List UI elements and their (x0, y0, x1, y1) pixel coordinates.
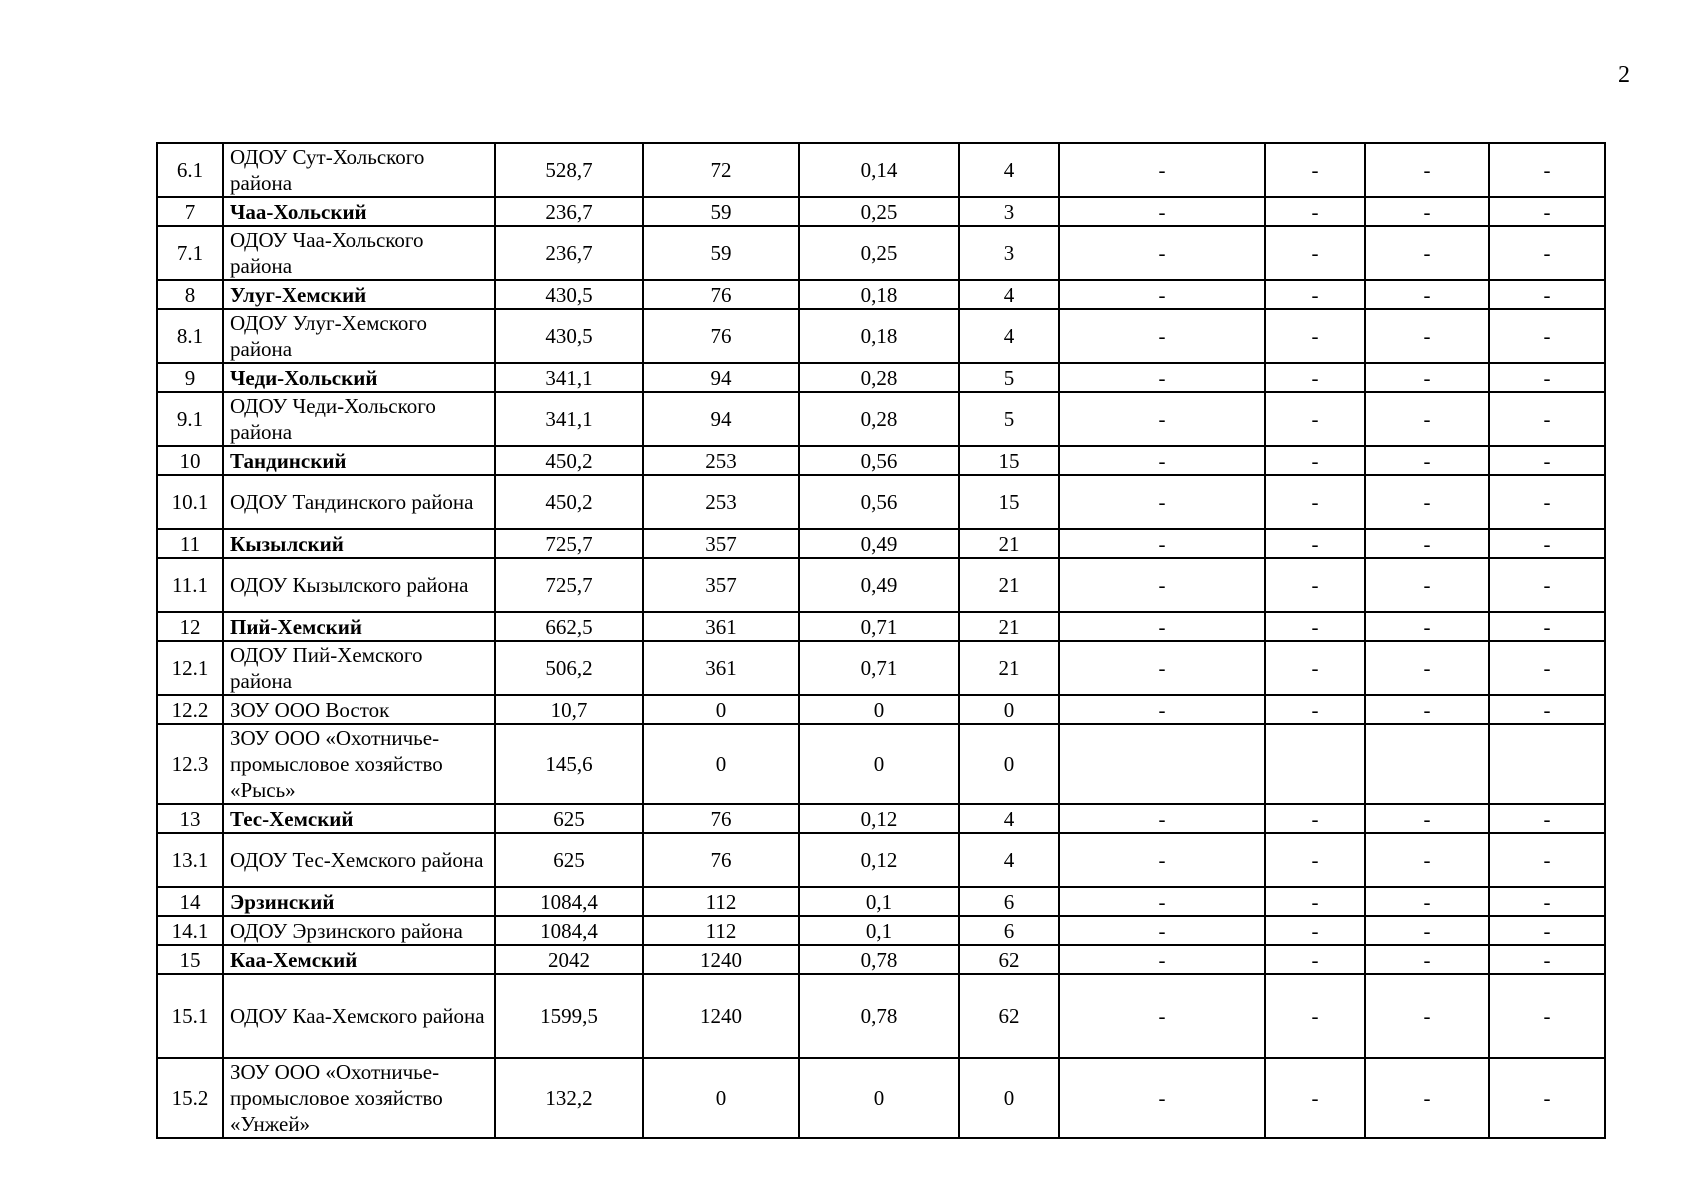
dash-cell: - (1489, 226, 1605, 280)
table-row (157, 695, 1605, 724)
dash-cell: - (1265, 612, 1365, 641)
table-row (157, 475, 1605, 529)
row-name: ЗОУ ООО «Охотничье-промысловое хозяйство «Унжей» (223, 1058, 495, 1138)
dash-cell: - (1365, 197, 1489, 226)
table-row (157, 143, 1605, 197)
row-number: 12.3 (157, 724, 223, 804)
value-1: 450,2 (495, 475, 643, 529)
dash-cell: - (1489, 197, 1605, 226)
value-1: 725,7 (495, 558, 643, 612)
table-row (157, 446, 1605, 475)
dash-cell: - (1365, 887, 1489, 916)
value-2: 94 (643, 363, 799, 392)
dash-cell: - (1059, 804, 1265, 833)
value-3: 0,12 (799, 804, 959, 833)
row-number: 10 (157, 446, 223, 475)
value-3: 0,78 (799, 945, 959, 974)
value-2: 94 (643, 392, 799, 446)
table-row (157, 226, 1605, 280)
value-3: 0,49 (799, 529, 959, 558)
value-4: 21 (959, 529, 1059, 558)
dash-cell: - (1365, 945, 1489, 974)
value-1: 625 (495, 833, 643, 887)
value-1: 450,2 (495, 446, 643, 475)
value-2: 361 (643, 612, 799, 641)
dash-cell: - (1365, 392, 1489, 446)
dash-cell: - (1365, 833, 1489, 887)
value-4: 15 (959, 446, 1059, 475)
dash-cell: - (1265, 392, 1365, 446)
row-name: ОДОУ Улуг-Хемского района (223, 309, 495, 363)
table-row (157, 612, 1605, 641)
row-name: ОДОУ Пий-Хемского района (223, 641, 495, 695)
table-row (157, 974, 1605, 1058)
dash-cell: - (1059, 916, 1265, 945)
table-row (157, 724, 1605, 804)
value-4: 15 (959, 475, 1059, 529)
row-name: Каа-Хемский (223, 945, 495, 974)
dash-cell: - (1265, 197, 1365, 226)
dash-cell: - (1059, 833, 1265, 887)
dash-cell: - (1059, 226, 1265, 280)
value-1: 725,7 (495, 529, 643, 558)
value-3: 0,71 (799, 612, 959, 641)
value-1: 506,2 (495, 641, 643, 695)
value-4: 3 (959, 197, 1059, 226)
value-4: 0 (959, 695, 1059, 724)
value-2: 0 (643, 695, 799, 724)
dash-cell: - (1059, 363, 1265, 392)
row-number: 12.2 (157, 695, 223, 724)
value-3: 0,56 (799, 446, 959, 475)
row-name: Тандинский (223, 446, 495, 475)
table-row (157, 392, 1605, 446)
value-1: 236,7 (495, 197, 643, 226)
row-name: Эрзинский (223, 887, 495, 916)
value-2: 357 (643, 558, 799, 612)
value-2: 59 (643, 226, 799, 280)
row-number: 13.1 (157, 833, 223, 887)
value-3: 0,1 (799, 887, 959, 916)
dash-cell: - (1489, 916, 1605, 945)
dash-cell: - (1365, 226, 1489, 280)
value-2: 76 (643, 280, 799, 309)
row-name: Кызылский (223, 529, 495, 558)
dash-cell: - (1365, 1058, 1489, 1138)
page-number: 2 (1618, 62, 1630, 88)
dash-cell: - (1489, 612, 1605, 641)
value-1: 528,7 (495, 143, 643, 197)
value-4: 21 (959, 558, 1059, 612)
value-4: 4 (959, 280, 1059, 309)
value-2: 1240 (643, 945, 799, 974)
value-4: 5 (959, 363, 1059, 392)
row-name: ОДОУ Чеди-Хольского района (223, 392, 495, 446)
dash-cell: - (1059, 309, 1265, 363)
row-number: 11.1 (157, 558, 223, 612)
dash-cell: - (1059, 612, 1265, 641)
dash-cell: - (1059, 529, 1265, 558)
dash-cell: - (1059, 143, 1265, 197)
value-1: 10,7 (495, 695, 643, 724)
dash-cell: - (1265, 226, 1365, 280)
dash-cell: - (1365, 612, 1489, 641)
value-2: 72 (643, 143, 799, 197)
value-1: 132,2 (495, 1058, 643, 1138)
row-number: 8.1 (157, 309, 223, 363)
value-4: 4 (959, 804, 1059, 833)
value-4: 5 (959, 392, 1059, 446)
data-table (156, 142, 1606, 1139)
value-1: 430,5 (495, 280, 643, 309)
row-name: ОДОУ Сут-Хольского района (223, 143, 495, 197)
value-1: 145,6 (495, 724, 643, 804)
dash-cell: - (1059, 392, 1265, 446)
dash-cell: - (1365, 446, 1489, 475)
dash-cell: - (1265, 558, 1365, 612)
value-1: 341,1 (495, 392, 643, 446)
row-name: ОДОУ Тандинского района (223, 475, 495, 529)
dash-cell: - (1489, 804, 1605, 833)
value-1: 1599,5 (495, 974, 643, 1058)
empty-cell (1365, 724, 1489, 804)
dash-cell: - (1365, 804, 1489, 833)
row-number: 7.1 (157, 226, 223, 280)
value-3: 0,18 (799, 280, 959, 309)
row-number: 13 (157, 804, 223, 833)
value-3: 0,25 (799, 226, 959, 280)
dash-cell: - (1265, 529, 1365, 558)
value-3: 0 (799, 724, 959, 804)
row-number: 9 (157, 363, 223, 392)
value-2: 0 (643, 1058, 799, 1138)
value-1: 1084,4 (495, 887, 643, 916)
table-row (157, 641, 1605, 695)
dash-cell: - (1059, 475, 1265, 529)
row-name: ОДОУ Эрзинского района (223, 916, 495, 945)
dash-cell: - (1489, 446, 1605, 475)
row-number: 11 (157, 529, 223, 558)
row-number: 10.1 (157, 475, 223, 529)
dash-cell: - (1265, 945, 1365, 974)
dash-cell: - (1489, 1058, 1605, 1138)
dash-cell: - (1265, 804, 1365, 833)
value-3: 0,49 (799, 558, 959, 612)
dash-cell: - (1489, 280, 1605, 309)
dash-cell: - (1489, 529, 1605, 558)
row-number: 8 (157, 280, 223, 309)
dash-cell: - (1489, 945, 1605, 974)
row-name: ОДОУ Кызылского района (223, 558, 495, 612)
value-1: 341,1 (495, 363, 643, 392)
value-4: 6 (959, 887, 1059, 916)
dash-cell: - (1365, 363, 1489, 392)
dash-cell: - (1265, 974, 1365, 1058)
row-number: 12 (157, 612, 223, 641)
table-row (157, 309, 1605, 363)
value-2: 1240 (643, 974, 799, 1058)
row-name: ЗОУ ООО Восток (223, 695, 495, 724)
value-3: 0,18 (799, 309, 959, 363)
dash-cell: - (1489, 695, 1605, 724)
value-2: 253 (643, 446, 799, 475)
table-row (157, 529, 1605, 558)
row-name: Чеди-Хольский (223, 363, 495, 392)
row-number: 6.1 (157, 143, 223, 197)
dash-cell: - (1265, 641, 1365, 695)
dash-cell: - (1059, 641, 1265, 695)
value-4: 62 (959, 974, 1059, 1058)
value-1: 662,5 (495, 612, 643, 641)
row-name: Чаа-Хольский (223, 197, 495, 226)
dash-cell: - (1489, 641, 1605, 695)
dash-cell: - (1059, 1058, 1265, 1138)
value-2: 0 (643, 724, 799, 804)
dash-cell: - (1059, 887, 1265, 916)
value-3: 0,28 (799, 392, 959, 446)
row-name: ОДОУ Тес-Хемского района (223, 833, 495, 887)
value-3: 0,12 (799, 833, 959, 887)
value-4: 62 (959, 945, 1059, 974)
dash-cell: - (1365, 695, 1489, 724)
table-row (157, 558, 1605, 612)
dash-cell: - (1489, 309, 1605, 363)
row-name: ОДОУ Каа-Хемского района (223, 974, 495, 1058)
value-4: 0 (959, 724, 1059, 804)
row-number: 14.1 (157, 916, 223, 945)
value-2: 112 (643, 887, 799, 916)
empty-cell (1489, 724, 1605, 804)
dash-cell: - (1365, 558, 1489, 612)
value-2: 76 (643, 833, 799, 887)
dash-cell: - (1365, 309, 1489, 363)
value-3: 0,71 (799, 641, 959, 695)
value-1: 430,5 (495, 309, 643, 363)
value-4: 4 (959, 833, 1059, 887)
value-2: 112 (643, 916, 799, 945)
value-1: 1084,4 (495, 916, 643, 945)
value-1: 236,7 (495, 226, 643, 280)
value-4: 21 (959, 612, 1059, 641)
row-number: 7 (157, 197, 223, 226)
dash-cell: - (1365, 143, 1489, 197)
dash-cell: - (1489, 392, 1605, 446)
dash-cell: - (1059, 695, 1265, 724)
dash-cell: - (1365, 475, 1489, 529)
value-2: 361 (643, 641, 799, 695)
dash-cell: - (1365, 916, 1489, 945)
empty-cell (1059, 724, 1265, 804)
dash-cell: - (1265, 887, 1365, 916)
value-2: 76 (643, 309, 799, 363)
row-name: Тес-Хемский (223, 804, 495, 833)
value-4: 6 (959, 916, 1059, 945)
value-1: 2042 (495, 945, 643, 974)
dash-cell: - (1489, 887, 1605, 916)
dash-cell: - (1365, 529, 1489, 558)
dash-cell: - (1265, 280, 1365, 309)
value-3: 0,28 (799, 363, 959, 392)
row-number: 9.1 (157, 392, 223, 446)
table-row (157, 197, 1605, 226)
dash-cell: - (1059, 558, 1265, 612)
dash-cell: - (1489, 475, 1605, 529)
table-row (157, 945, 1605, 974)
value-4: 3 (959, 226, 1059, 280)
value-2: 253 (643, 475, 799, 529)
dash-cell: - (1265, 695, 1365, 724)
dash-cell: - (1265, 833, 1365, 887)
dash-cell: - (1365, 974, 1489, 1058)
value-4: 21 (959, 641, 1059, 695)
table-row (157, 1058, 1605, 1138)
row-number: 15.1 (157, 974, 223, 1058)
value-4: 4 (959, 143, 1059, 197)
dash-cell: - (1265, 1058, 1365, 1138)
dash-cell: - (1489, 558, 1605, 612)
dash-cell: - (1365, 280, 1489, 309)
empty-cell (1265, 724, 1365, 804)
dash-cell: - (1059, 280, 1265, 309)
table-row (157, 804, 1605, 833)
row-number: 14 (157, 887, 223, 916)
dash-cell: - (1489, 363, 1605, 392)
dash-cell: - (1265, 475, 1365, 529)
value-4: 4 (959, 309, 1059, 363)
dash-cell: - (1265, 446, 1365, 475)
dash-cell: - (1265, 363, 1365, 392)
dash-cell: - (1265, 916, 1365, 945)
value-3: 0,25 (799, 197, 959, 226)
row-name: Пий-Хемский (223, 612, 495, 641)
table-row (157, 887, 1605, 916)
dash-cell: - (1059, 974, 1265, 1058)
dash-cell: - (1059, 446, 1265, 475)
table-row (157, 280, 1605, 309)
value-2: 357 (643, 529, 799, 558)
table-row (157, 363, 1605, 392)
value-3: 0,78 (799, 974, 959, 1058)
row-number: 15 (157, 945, 223, 974)
row-name: Улуг-Хемский (223, 280, 495, 309)
row-name: ОДОУ Чаа-Хольского района (223, 226, 495, 280)
dash-cell: - (1489, 833, 1605, 887)
dash-cell: - (1489, 143, 1605, 197)
value-3: 0 (799, 1058, 959, 1138)
dash-cell: - (1265, 143, 1365, 197)
dash-cell: - (1059, 945, 1265, 974)
table-row (157, 833, 1605, 887)
row-number: 12.1 (157, 641, 223, 695)
value-3: 0,1 (799, 916, 959, 945)
dash-cell: - (1365, 641, 1489, 695)
table-row (157, 916, 1605, 945)
value-4: 0 (959, 1058, 1059, 1138)
value-3: 0 (799, 695, 959, 724)
dash-cell: - (1059, 197, 1265, 226)
row-number: 15.2 (157, 1058, 223, 1138)
row-name: ЗОУ ООО «Охотничье-промысловое хозяйство «Рысь» (223, 724, 495, 804)
value-2: 76 (643, 804, 799, 833)
value-1: 625 (495, 804, 643, 833)
dash-cell: - (1489, 974, 1605, 1058)
value-2: 59 (643, 197, 799, 226)
dash-cell: - (1265, 309, 1365, 363)
value-3: 0,14 (799, 143, 959, 197)
value-3: 0,56 (799, 475, 959, 529)
